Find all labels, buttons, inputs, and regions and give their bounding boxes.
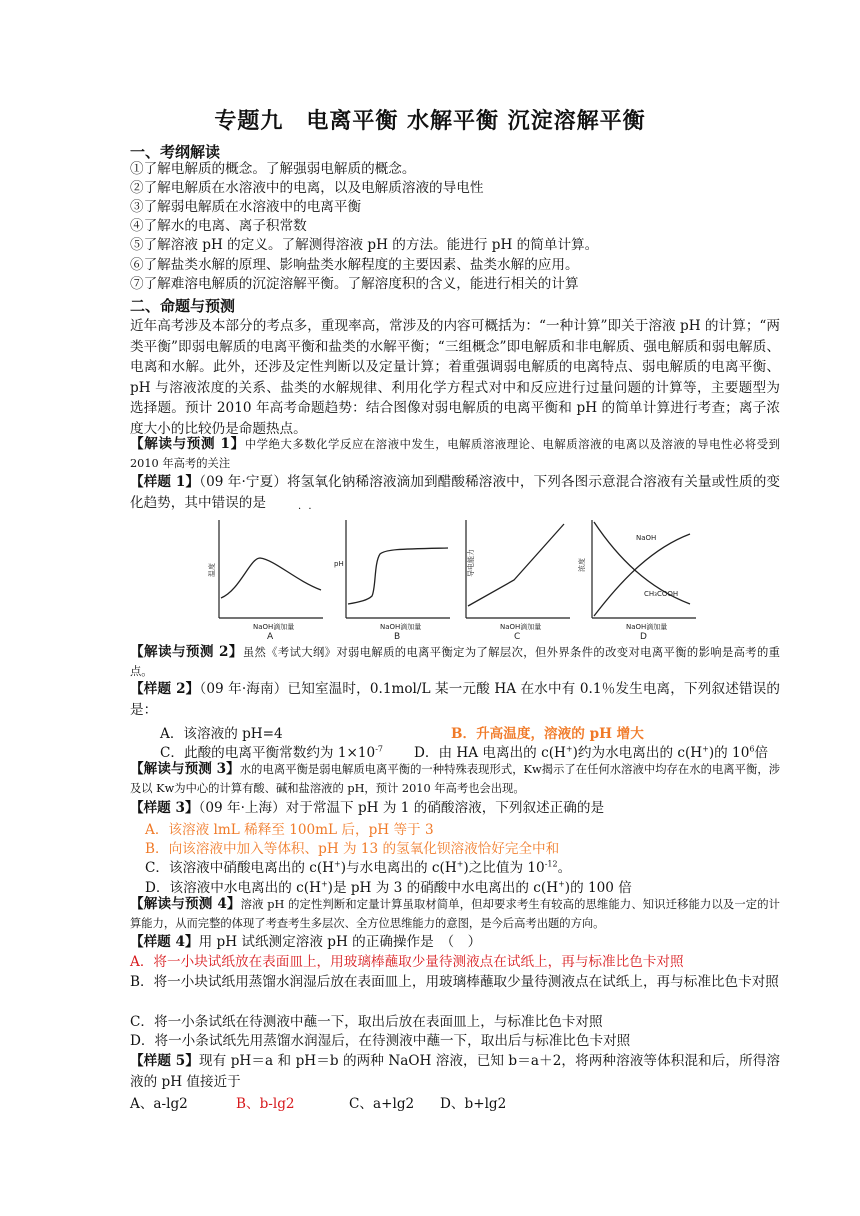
q5-option-d: D、b+lg2 (440, 1096, 507, 1112)
graph-c-xlabel: NaOH滴加量 (500, 623, 542, 631)
q5-stem: 现有 pH＝a 和 pH＝b 的两种 NaOH 溶液，已知 b＝a＋2，将两种溶液等体积混和后，所得溶液的 pH 值接近于 (130, 1053, 780, 1090)
q3-d-sup-plus-1: + (320, 879, 328, 889)
q2-option-c-sup: -7 (375, 744, 383, 754)
q3-option-a: A．该溶液 lmL 稀释至 100mL 后，pH 等于 3 (145, 822, 434, 838)
graph-d-ylabel: 浓度 (578, 558, 586, 572)
outline-item-1: ①了解电解质的概念。了解强弱电解质的概念。 (130, 161, 416, 177)
q3-option-d (145, 876, 632, 896)
predict1 (130, 435, 780, 473)
q2-option-d (414, 741, 768, 761)
q2-option-d-end: 倍 (754, 745, 769, 761)
q2-option-a: A．该溶液的 pH=4 (160, 726, 283, 742)
graph-d (578, 518, 698, 642)
q5 (130, 1051, 780, 1092)
graph-b-svg (332, 518, 452, 642)
q3-option-c-pre: C．该溶液中硝酸电离出的 c(H (145, 860, 335, 876)
q2-option-d-pre: D．由 HA 电离出的 c(H (414, 745, 566, 761)
q3-option-d-mid: )是 pH 为 3 的硝酸中水电离出的 c(H (327, 880, 559, 896)
q4-option-a: A．将一小块试纸放在表面皿上，用玻璃棒蘸取少量待测液点在试纸上，再与标准比色卡对照 (130, 954, 684, 970)
graph-b (332, 518, 452, 642)
graph-d-curve-naoh (594, 534, 690, 616)
predict3-tag: 【解读与预测 3】 (130, 761, 240, 777)
section2-heading: 二、命题与预测 (130, 297, 236, 315)
q4-option-b: B．将一小块试纸用蒸馏水润湿后放在表面皿上，用玻璃棒蘸取少量待测液点在试纸上，再与标准比色卡对照 (130, 974, 779, 990)
predict1-text: 中学绝大多数化学反应在溶液中发生，电解质溶液理论、电解质溶液的电离以及溶液的导电性必将受到 2010 年高考的关注 (130, 438, 780, 470)
graph-c-curve (468, 524, 564, 606)
graph-b-xlabel: NaOH滴加量 (380, 623, 422, 631)
q2-option-c (160, 741, 383, 761)
predict4-tag: 【解读与预测 4】 (130, 896, 241, 912)
q5-option-b: B、b-lg2 (236, 1096, 295, 1112)
q3-d-sup-plus-2: + (558, 879, 565, 889)
q5-option-c: C、a+lg2 (349, 1096, 415, 1112)
q3-option-b: B．向该溶液中加入等体积、pH 为 13 的氢氧化钡溶液恰好完全中和 (145, 841, 560, 857)
graph-a-curve (221, 558, 321, 598)
q1-stem: （09 年·宁夏）将氢氧化钠稀溶液滴加到醋酸稀溶液中，下列各图示意混合溶液有关量或性质的变化趋势，其中错误的是 (130, 474, 780, 511)
outline-item-3: ③了解弱电解质在水溶液中的电离平衡 (130, 199, 362, 215)
graph-b-curve (348, 548, 448, 604)
q4-tag: 【样题 4】 (130, 934, 199, 950)
section1-heading: 一、考纲解读 (130, 143, 221, 161)
graph-b-letter: B (394, 632, 401, 642)
q2-tag: 【样题 2】 (130, 681, 200, 697)
graph-d-xlabel: NaOH滴加量 (626, 623, 668, 631)
q2-d-sup-plus-2: + (702, 744, 709, 754)
q4-option-c: C．将一小条试纸在待测液中蘸一下，取出后放在表面皿上，与标准比色卡对照 (130, 1014, 603, 1030)
q3-option-c-end: 。 (557, 860, 572, 876)
predict4-text: 溶液 pH 的定性判断和定量计算虽取材简单，但却要求考生有较高的思维能力、知识迁移能力以及一定的计算能力，从而完整的体现了考查考生多层次、全方位思维能力的意图，是今后高考出题的方向。 (130, 898, 780, 930)
predict1-tag: 【解读与预测 1】 (130, 436, 245, 452)
emphasis-dots: · · (298, 504, 314, 515)
q5-tag: 【样题 5】 (130, 1053, 199, 1069)
graph-c-letter: C (514, 632, 521, 642)
q3-option-c (145, 856, 571, 876)
graph-c-ylabel: 导电能力 (467, 549, 475, 577)
q3-option-c-mid: )与水电离出的 c(H (340, 860, 457, 876)
q4-option-d: D．将一小条试纸先用蒸馏水润湿后，在待测液中蘸一下，取出后与标准比色卡对照 (130, 1033, 631, 1049)
q2-option-d-post: )的 10 (708, 745, 750, 761)
page-title: 专题九 电离平衡 水解平衡 沉淀溶解平衡 (214, 108, 646, 134)
predict2-text: 虽然《考试大纲》对弱电解质的电离平衡定为了解层次，但外界条件的改变对电离平衡的影响是高考的重点。 (130, 646, 780, 678)
outline-item-4: ④了解水的电离、离子积常数 (130, 218, 307, 234)
q2-option-c-text: C．此酸的电离平衡常数约为 1×10 (160, 745, 376, 761)
q3-stem: （09 年·上海）对于常温下 pH 为 1 的硝酸溶液，下列叙述正确的是 (198, 800, 605, 816)
graph-d-label-naoh: NaOH (636, 534, 657, 542)
q3 (130, 799, 604, 818)
graph-a (205, 518, 325, 642)
graph-a-svg (205, 518, 325, 642)
q2-option-b: B．升高温度，溶液的 pH 增大 (451, 726, 644, 742)
q4 (130, 933, 481, 952)
predict3 (130, 760, 780, 798)
q2 (130, 679, 780, 720)
predict2 (130, 643, 780, 681)
q3-option-c-sup: -12 (544, 859, 558, 869)
outline-item-2: ②了解电解质在水溶液中的电离，以及电解质溶液的导电性 (130, 180, 484, 196)
q2-d-sup-plus-1: + (565, 744, 573, 754)
q3-option-d-end: )的 100 倍 (564, 880, 632, 896)
q2-option-d-sup: 6 (749, 744, 755, 754)
q3-c-sup-plus-2: + (456, 859, 464, 869)
section2-paragraph: 近年高考涉及本部分的考点多，重现率高，常涉及的内容可概括为：“一种计算”即关于溶液 pH 的计算；“两类平衡”即弱电解质的电离平衡和盐类的水解平衡；“三组概念”即电解质和非电解质、强电解质和弱电解质、电离和水解。此外，还涉及定性判断以及定量计算；着重强调弱电解质的电离特点、弱电解质的电离平衡、pH 与溶液浓度的关系、盐类的水解规律、利用化学方程式对中和反应进行过量问题的计算等，主要题型为选择题。预计 2010 年高考命题趋势：结合图像对弱电解质的电离平衡和 pH 的简单计算进行考查；离子浓度大小的比较仍是命题热点。 (130, 318, 780, 437)
q3-option-d-pre: D．该溶液中水电离出的 c(H (145, 880, 321, 896)
q3-tag: 【样题 3】 (130, 800, 199, 816)
outline-item-6: ⑥了解盐类水解的原理、影响盐类水解程度的主要因素、盐类水解的应用。 (130, 257, 579, 273)
graph-d-svg (578, 518, 698, 642)
graph-c (452, 518, 572, 642)
predict2-tag: 【解读与预测 2】 (130, 644, 243, 660)
q5-option-a: A、a-lg2 (130, 1096, 188, 1112)
outline-item-7: ⑦了解难溶电解质的沉淀溶解平衡。了解溶度积的含义，能进行相关的计算 (130, 276, 579, 292)
graph-a-xlabel: NaOH滴加量 (253, 623, 295, 631)
graph-d-label-acid: CH₃COOH (644, 590, 679, 598)
predict4 (130, 895, 780, 933)
q1 (130, 472, 780, 513)
q3-c-sup-plus-1: + (334, 859, 341, 869)
graph-d-letter: D (640, 632, 647, 642)
q2-stem: （09 年·海南）已知室温时，0.1mol/L 某一元酸 HA 在水中有 0.1％发生电离，下列叙述错误的是： (130, 681, 781, 718)
q3-option-c-post: )之比值为 10 (463, 860, 545, 876)
graph-b-ylabel: pH (334, 560, 344, 568)
predict3-text: 水的电离平衡是弱电解质电离平衡的一种特殊表现形式，Kw揭示了在任何水溶液中均存在水的电离平衡，涉及以 Kw为中心的计算有酸、碱和盐溶液的 pH，预计 2010 年高考也会出现。 (130, 763, 780, 795)
q1-tag: 【样题 1】 (130, 474, 200, 490)
q2-option-d-mid: )约为水电离出的 c(H (572, 745, 703, 761)
q4-stem: 用 pH 试纸测定溶液 pH 的正确操作是 （ ） (198, 934, 482, 950)
graph-a-letter: A (267, 632, 274, 642)
outline-item-5: ⑤了解溶液 pH 的定义。了解测得溶液 pH 的方法。能进行 pH 的简单计算。 (130, 237, 599, 253)
graph-c-svg (452, 518, 572, 642)
graph-a-ylabel: 温度 (208, 563, 216, 577)
